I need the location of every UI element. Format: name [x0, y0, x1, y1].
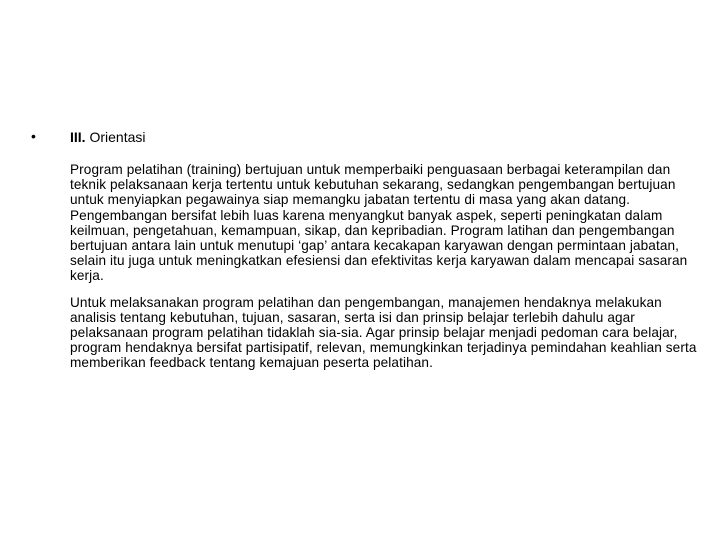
section-title: Orientasi: [89, 129, 146, 145]
paragraph-training-purpose: Program pelatihan (training) bertujuan untuk memperbaiki penguasaan berbagai keterampilan dan teknik pelaksanaan kerja tertentu untuk kebutuhan sekarang, sedangkan pengembangan bertujuan untuk menyiapkan pegawainya siap memangku jabatan tertentu di masa yang akan datang. Pengembangan bersifat lebih luas karena menyangkut banyak aspek, seperti peningkatan dalam keilmuan, pengetahuan, kemampuan, sikap, dan kepribadian. Program latihan dan pengembangan bertujuan antara lain untuk menutupi ‘gap’ antara kecakapan karyawan dengan permintaan jabatan, selain itu juga untuk meningkatkan efesiensi dan efektivitas kerja karyawan dalam mencapai sasaran kerja.: [70, 162, 688, 284]
slide-content: [70, 128, 710, 382]
paragraph-implementation: Untuk melaksanakan program pelatihan dan pengembangan, manajemen hendaknya melakukan analisis tentang kebutuhan, tujuan, sasaran, serta isi dan prinsip belajar terlebih dahulu agar pelaksanaan program pelatihan tidaklah sia-sia. Agar prinsip belajar menjadi pedoman cara belajar, program hendaknya bersifat partisipatif, relevan, memungkinkan terjadinya pemindahan keahlian serta memberikan feedback tentang kemajuan peserta pelatihan.: [70, 294, 697, 371]
section-heading: [70, 128, 710, 146]
bullet-marker: •: [31, 128, 36, 144]
section-number: III.: [70, 129, 86, 145]
